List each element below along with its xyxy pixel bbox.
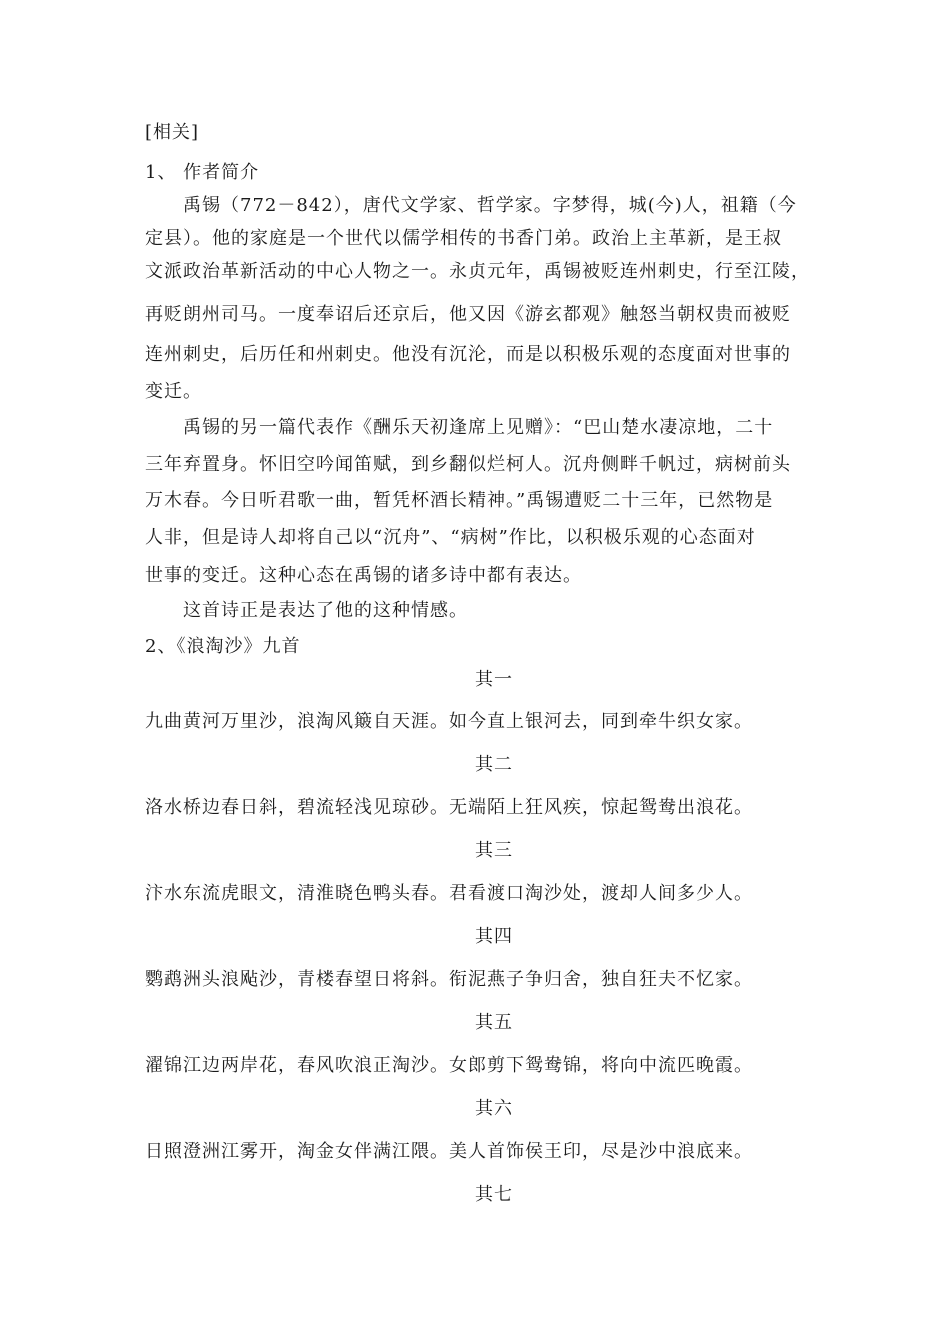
bio-line: 变迁。 [145, 381, 202, 402]
summary-line: 这首诗正是表达了他的这种情感。 [183, 600, 468, 621]
bio-line: 禹锡（772－842），唐代文学家、哲学家。字梦得，城(今)人，祖籍（今 [183, 195, 797, 216]
poem-title: 其四 [475, 926, 513, 947]
poem-text: 九曲黄河万里沙，浪淘风簸自天涯。如今直上银河去，同到牵牛织女家。 [145, 711, 753, 732]
poem-text: 日照澄洲江雾开，淘金女伴满江隈。美人首饰侯王印，尽是沙中浪底来。 [145, 1141, 753, 1162]
poem-title: 其三 [475, 840, 513, 861]
heading-author-intro: 1、 作者简介 [145, 162, 260, 183]
poem-discussion-line: 三年弃置身。怀旧空吟闻笛赋，到乡翻似烂柯人。沉舟侧畔千帆过，病树前头 [145, 454, 791, 475]
poem-text: 鹦鹉洲头浪飐沙，青楼春望日将斜。衔泥燕子争归舍，独自狂夫不忆家。 [145, 969, 753, 990]
poem-discussion-line: 世事的变迁。这种心态在禹锡的诸多诗中都有表达。 [145, 565, 582, 586]
poem-title: 其七 [475, 1184, 513, 1205]
bio-line: 文派政治革新活动的中心人物之一。永贞元年，禹锡被贬连州刺史，行至江陵， [145, 261, 810, 282]
poem-discussion-line: 万木春。今日听君歌一曲，暂凭杯酒长精神。”禹锡遭贬二十三年，已然物是 [145, 490, 774, 511]
heading-poems: 2、《浪淘沙》九首 [145, 636, 301, 657]
bio-line: 定县）。他的家庭是一个世代以儒学相传的书香门弟。政治上主革新，是王叔 [145, 228, 782, 249]
bio-line: 连州刺史，后历任和州刺史。他没有沉沦，而是以积极乐观的态度面对世事的 [145, 344, 791, 365]
poem-title: 其二 [475, 754, 513, 775]
poem-discussion-line: 人非，但是诗人却将自己以“沉舟”、“病树”作比，以积极乐观的心态面对 [145, 527, 756, 548]
poem-title: 其一 [475, 669, 513, 690]
bio-line: 再贬朗州司马。一度奉诏后还京后，他又因《游玄都观》触怒当朝权贵而被贬 [145, 304, 791, 325]
poem-text: 洛水桥边春日斜，碧流轻浅见琼砂。无端陌上狂风疾，惊起鸳鸯出浪花。 [145, 797, 753, 818]
poem-title: 其五 [475, 1012, 513, 1033]
poem-text: 汴水东流虎眼文，清淮晓色鸭头春。君看渡口淘沙处，渡却人间多少人。 [145, 883, 753, 904]
section-label: [相关] [145, 122, 200, 143]
poem-discussion-line: 禹锡的另一篇代表作《酬乐天初逢席上见赠》：“巴山楚水凄凉地，二十 [183, 417, 774, 438]
poem-text: 濯锦江边两岸花，春风吹浪正淘沙。女郎剪下鸳鸯锦，将向中流匹晚霞。 [145, 1055, 753, 1076]
poem-title: 其六 [475, 1098, 513, 1119]
